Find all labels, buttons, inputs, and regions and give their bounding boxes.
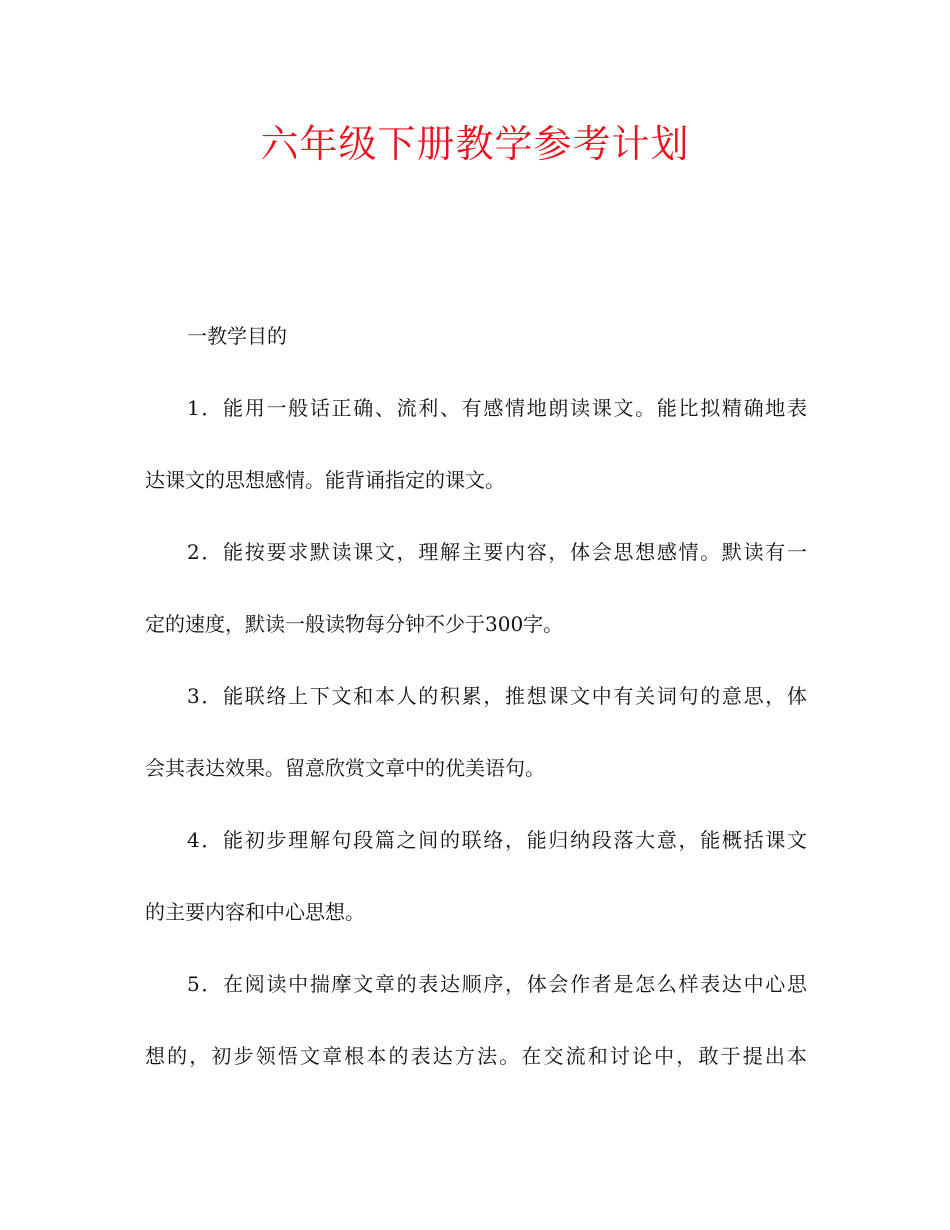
document-body [145, 318, 807, 1110]
paragraph-line: 2．能按要求默读课文，理解主要内容，体会思想感情。默读有一 [187, 540, 807, 564]
paragraph-line: 会其表达效果。留意欣赏文章中的优美语句。 [145, 756, 545, 780]
paragraph-line: 定的速度，默读一般读物每分钟不少于300字。 [145, 612, 564, 636]
paragraph-line: 想的，初步领悟文章根本的表达方法。在交流和讨论中，敢于提出本 [145, 1044, 807, 1068]
paragraph-line: 5．在阅读中揣摩文章的表达顺序，体会作者是怎么样表达中心思 [187, 972, 807, 996]
paragraph-line: 达课文的思想感情。能背诵指定的课文。 [145, 468, 505, 492]
paragraph-line: 的主要内容和中心思想。 [145, 900, 365, 924]
document-title: 六年级下册教学参考计划 [260, 122, 690, 166]
paragraph-line: 4．能初步理解句段篇之间的联络，能归纳段落大意，能概括课文 [187, 828, 807, 852]
section-heading: 一教学目的 [187, 324, 287, 348]
paragraph-line: 1．能用一般话正确、流利、有感情地朗读课文。能比拟精确地表 [187, 396, 807, 420]
paragraph-line: 3．能联络上下文和本人的积累，推想课文中有关词句的意思，体 [187, 684, 807, 708]
